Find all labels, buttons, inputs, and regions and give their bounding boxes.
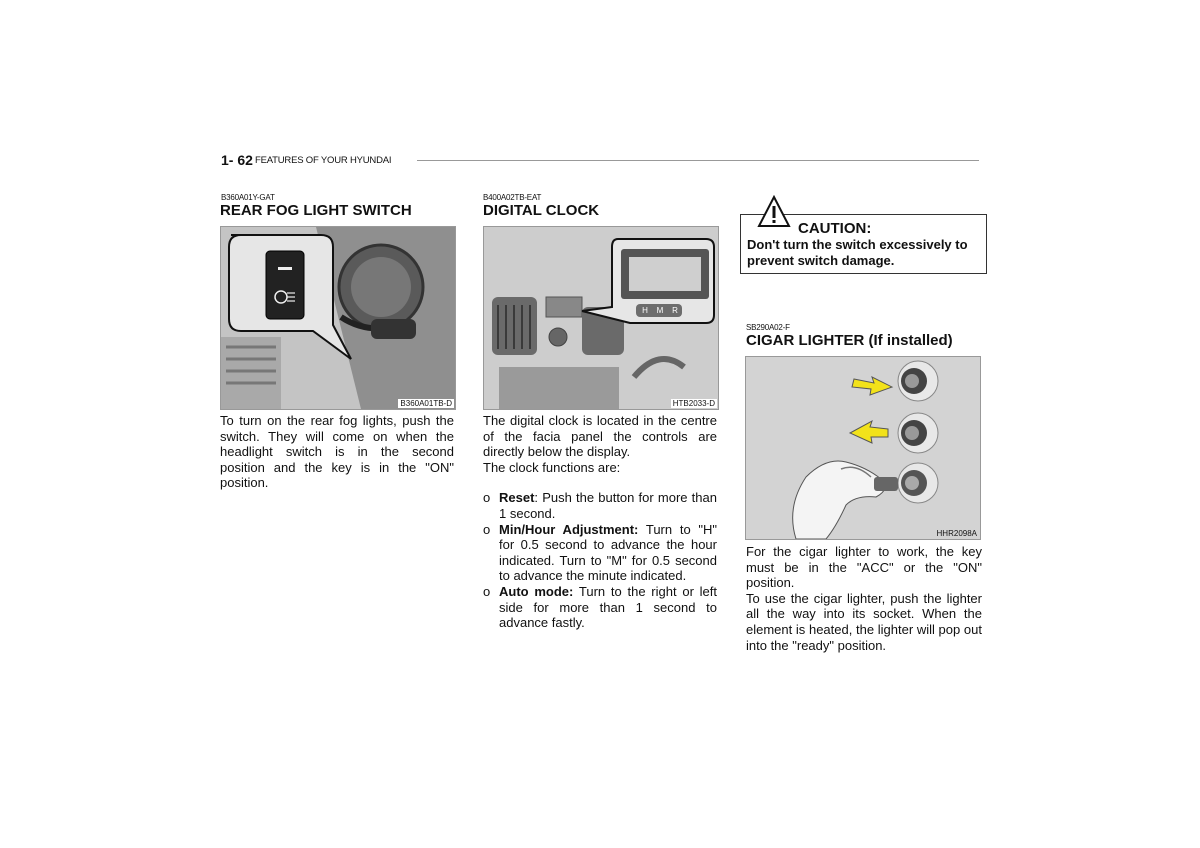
lighter-body-1: For the cigar lighter to work, the key must be in the "ACC" or the "ON" position. bbox=[746, 544, 982, 591]
caution-title: CAUTION: bbox=[798, 220, 872, 237]
lighter-figure bbox=[745, 356, 981, 540]
clock-illustration bbox=[484, 227, 718, 409]
bullet-text: Turn to the right or left side for more than 1 second to advance fastly. bbox=[499, 583, 717, 631]
clock-hour-button: H bbox=[642, 306, 648, 315]
lighter-section-code: SB290A02-F bbox=[746, 323, 790, 332]
clock-bullet-auto bbox=[483, 584, 717, 631]
warning-triangle-icon bbox=[757, 195, 791, 229]
caution-box bbox=[740, 214, 987, 274]
caution-text: Don't turn the switch excessively to prevent switch damage. bbox=[747, 237, 968, 268]
bullet-term: Reset bbox=[499, 490, 535, 506]
clock-body-line-1: The digital clock is located in the centre of the facia panel the controls are directly below the display. bbox=[483, 413, 717, 460]
bullet-marker: o bbox=[483, 583, 491, 599]
lighter-body-2: To use the cigar lighter, push the lighter all the way into its socket. When the element is heated, the lighter will pop out into the "ready" position. bbox=[746, 590, 982, 653]
bullet-text: Turn to "H" for 0.5 second to advance the hour indicated. Turn to "M" for 0.5 second to advance the minute indicated. bbox=[499, 521, 718, 584]
clock-bullet-adjust bbox=[483, 522, 717, 584]
bullet-term: Auto mode: bbox=[499, 583, 574, 599]
fog-figure bbox=[220, 226, 456, 410]
page-number: 1- 62 bbox=[221, 152, 253, 168]
clock-body bbox=[483, 413, 717, 631]
fog-section-code: B360A01Y-GAT bbox=[221, 193, 275, 202]
section-title: FEATURES OF YOUR HYUNDAI bbox=[255, 155, 392, 166]
clock-minute-button: M bbox=[656, 306, 664, 315]
fog-body: To turn on the rear fog lights, push the switch. They will come on when the headlight switch is in the second position and the key is in the "ON" position. bbox=[220, 413, 454, 491]
clock-body-line-2: The clock functions are: bbox=[483, 459, 621, 475]
cigar-lighter-illustration bbox=[746, 357, 980, 539]
lighter-body bbox=[746, 544, 982, 653]
header-rule bbox=[417, 160, 979, 161]
fog-figure-caption: B360A01TB-D bbox=[400, 399, 452, 408]
fog-switch-illustration bbox=[221, 227, 455, 409]
clock-figure-caption: HTB2033-D bbox=[672, 399, 715, 408]
lighter-heading: CIGAR LIGHTER (If installed) bbox=[746, 332, 953, 349]
bullet-term: Min/Hour Adjustment: bbox=[499, 521, 639, 537]
clock-section-code: B400A02TB-EAT bbox=[483, 193, 542, 202]
fog-heading: REAR FOG LIGHT SWITCH bbox=[220, 202, 412, 219]
lighter-figure-caption: HHR2098A bbox=[936, 529, 977, 538]
clock-bullet-reset bbox=[483, 490, 717, 521]
bullet-text: : Push the button for more than 1 second. bbox=[499, 490, 717, 521]
clock-heading: DIGITAL CLOCK bbox=[483, 202, 600, 219]
bullet-marker: o bbox=[483, 490, 491, 506]
clock-figure bbox=[483, 226, 719, 410]
clock-reset-button: R bbox=[672, 306, 678, 315]
bullet-marker: o bbox=[483, 521, 491, 537]
